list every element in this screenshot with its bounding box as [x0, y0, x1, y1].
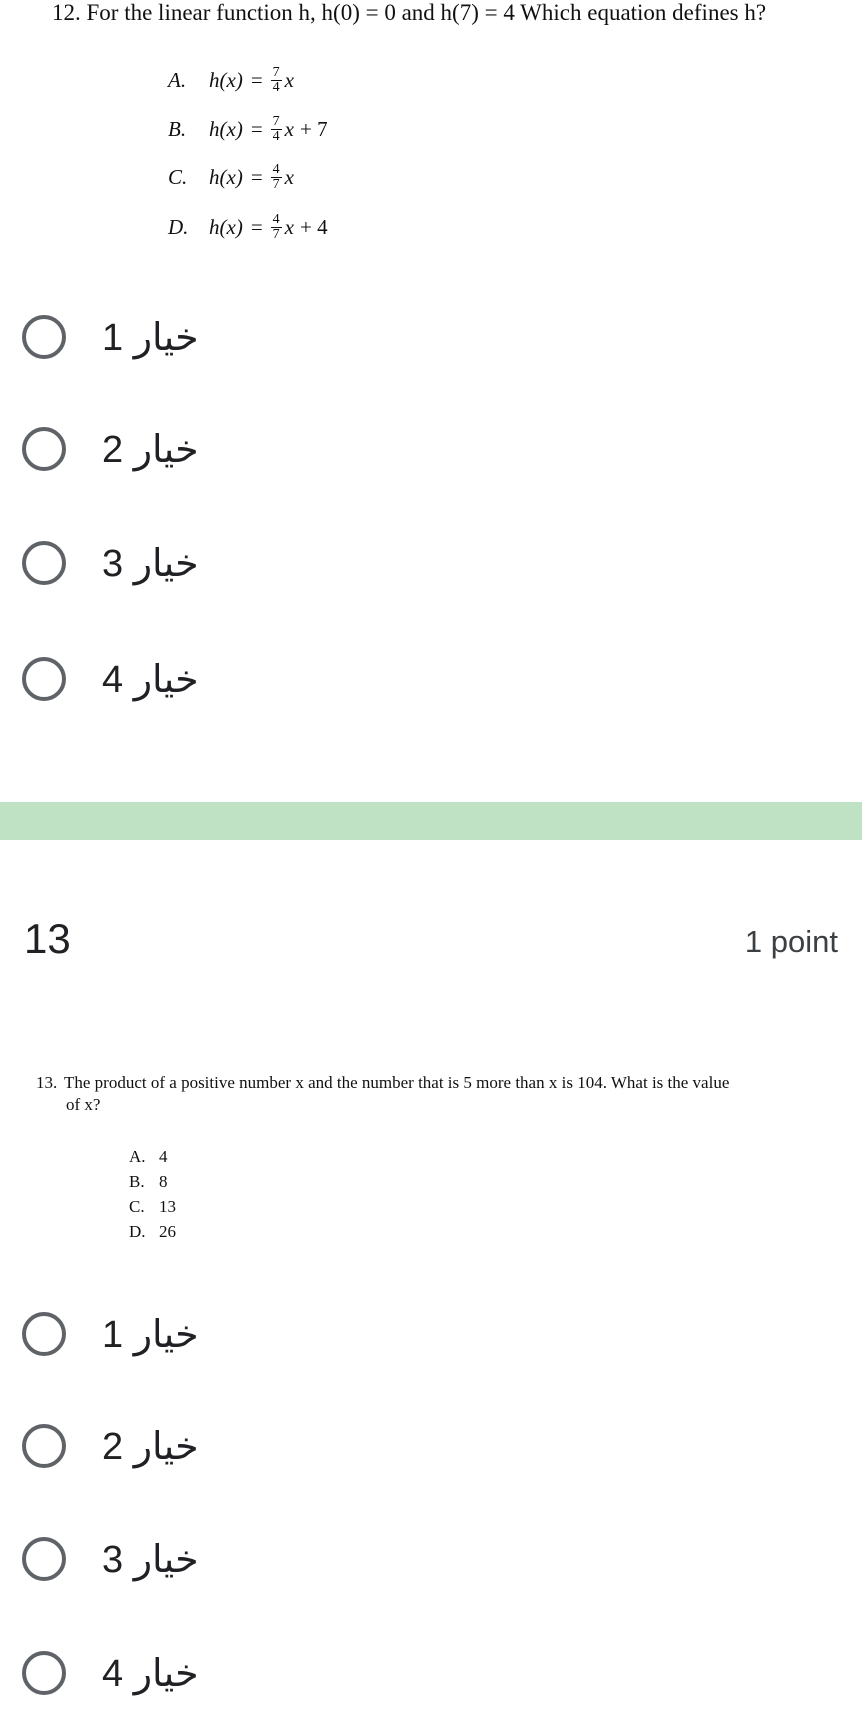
q13-choice-1[interactable] — [22, 1306, 199, 1362]
option-letter: A. — [129, 1147, 146, 1166]
q13-choice-2[interactable] — [22, 1418, 199, 1474]
q13-option-c — [129, 1197, 176, 1217]
q12-choice-4[interactable] — [22, 651, 199, 707]
question-12-stem: 12. For the linear function h, h(0) = 0 and h(7) = 4 Which equation defines h? — [52, 0, 767, 25]
option-letter: B. — [168, 117, 187, 141]
stem-line-2: of x? — [66, 1095, 101, 1114]
radio-button[interactable] — [22, 541, 66, 585]
radio-button[interactable] — [22, 1424, 66, 1468]
q12-option-c — [168, 163, 300, 192]
radio-button[interactable] — [22, 657, 66, 701]
option-value: 8 — [159, 1172, 168, 1191]
q13-option-d — [129, 1222, 176, 1242]
variable: x — [284, 68, 294, 92]
option-letter: D. — [129, 1222, 146, 1241]
equals-sign: = — [250, 165, 263, 189]
fraction — [271, 213, 282, 242]
fraction-denominator: 4 — [272, 80, 280, 95]
choice-label: خيار 3 — [102, 1538, 199, 1581]
q12-option-d — [168, 213, 328, 242]
option-letter: D. — [168, 215, 189, 239]
option-letter: B. — [129, 1172, 145, 1191]
option-letter: C. — [129, 1197, 145, 1216]
option-letter: A. — [168, 68, 187, 92]
choice-label: خيار 2 — [102, 428, 199, 471]
option-value: 26 — [159, 1222, 176, 1241]
question-points: 1 point — [744, 924, 838, 959]
function-lhs: h(x) — [209, 117, 243, 141]
q12-choice-2[interactable] — [22, 421, 199, 477]
option-value: 13 — [159, 1197, 176, 1216]
q12-choice-3[interactable] — [22, 535, 199, 591]
choice-label: خيار 1 — [102, 316, 199, 359]
fraction-numerator: 4 — [272, 162, 280, 177]
radio-button[interactable] — [22, 1312, 66, 1356]
question-number: 13 — [24, 915, 71, 962]
fraction-denominator: 4 — [272, 129, 280, 144]
q12-option-a — [168, 66, 300, 95]
fraction-denominator: 7 — [272, 227, 280, 242]
fraction — [271, 115, 282, 144]
radio-button[interactable] — [22, 1651, 66, 1695]
function-lhs: h(x) — [209, 215, 243, 239]
variable: x — [284, 117, 294, 141]
choice-label: خيار 4 — [102, 1652, 199, 1695]
fraction — [271, 66, 282, 95]
q12-choice-1[interactable] — [22, 309, 199, 365]
q13-option-a — [129, 1147, 168, 1167]
stem-line-1: The product of a positive number x and the number that is 5 more than x is 104. What is the value — [64, 1073, 730, 1092]
fraction-numerator: 7 — [272, 114, 280, 129]
choice-label: خيار 3 — [102, 542, 199, 585]
fraction-numerator: 4 — [272, 212, 280, 227]
equals-sign: = — [250, 117, 263, 141]
q13-option-b — [129, 1172, 168, 1192]
choice-label: خيار 4 — [102, 658, 199, 701]
fraction-denominator: 7 — [272, 177, 280, 192]
option-value: 4 — [159, 1147, 168, 1166]
choice-label: خيار 2 — [102, 1425, 199, 1468]
q13-choice-4[interactable] — [22, 1645, 199, 1701]
constant-term: + 4 — [299, 215, 328, 239]
q12-option-b — [168, 115, 328, 144]
radio-button[interactable] — [22, 1537, 66, 1581]
function-lhs: h(x) — [209, 165, 243, 189]
radio-button[interactable] — [22, 427, 66, 471]
constant-term: + 7 — [299, 117, 328, 141]
question-13-stem — [36, 1072, 826, 1116]
variable: x — [284, 165, 294, 189]
section-divider — [0, 802, 862, 840]
fraction — [271, 163, 282, 192]
equals-sign: = — [250, 215, 263, 239]
function-lhs: h(x) — [209, 68, 243, 92]
option-letter: C. — [168, 165, 188, 189]
stem-number: 13. — [36, 1073, 58, 1092]
q13-choice-3[interactable] — [22, 1531, 199, 1587]
variable: x — [284, 215, 294, 239]
choice-label: خيار 1 — [102, 1313, 199, 1356]
fraction-numerator: 7 — [272, 65, 280, 80]
radio-button[interactable] — [22, 315, 66, 359]
equals-sign: = — [250, 68, 263, 92]
